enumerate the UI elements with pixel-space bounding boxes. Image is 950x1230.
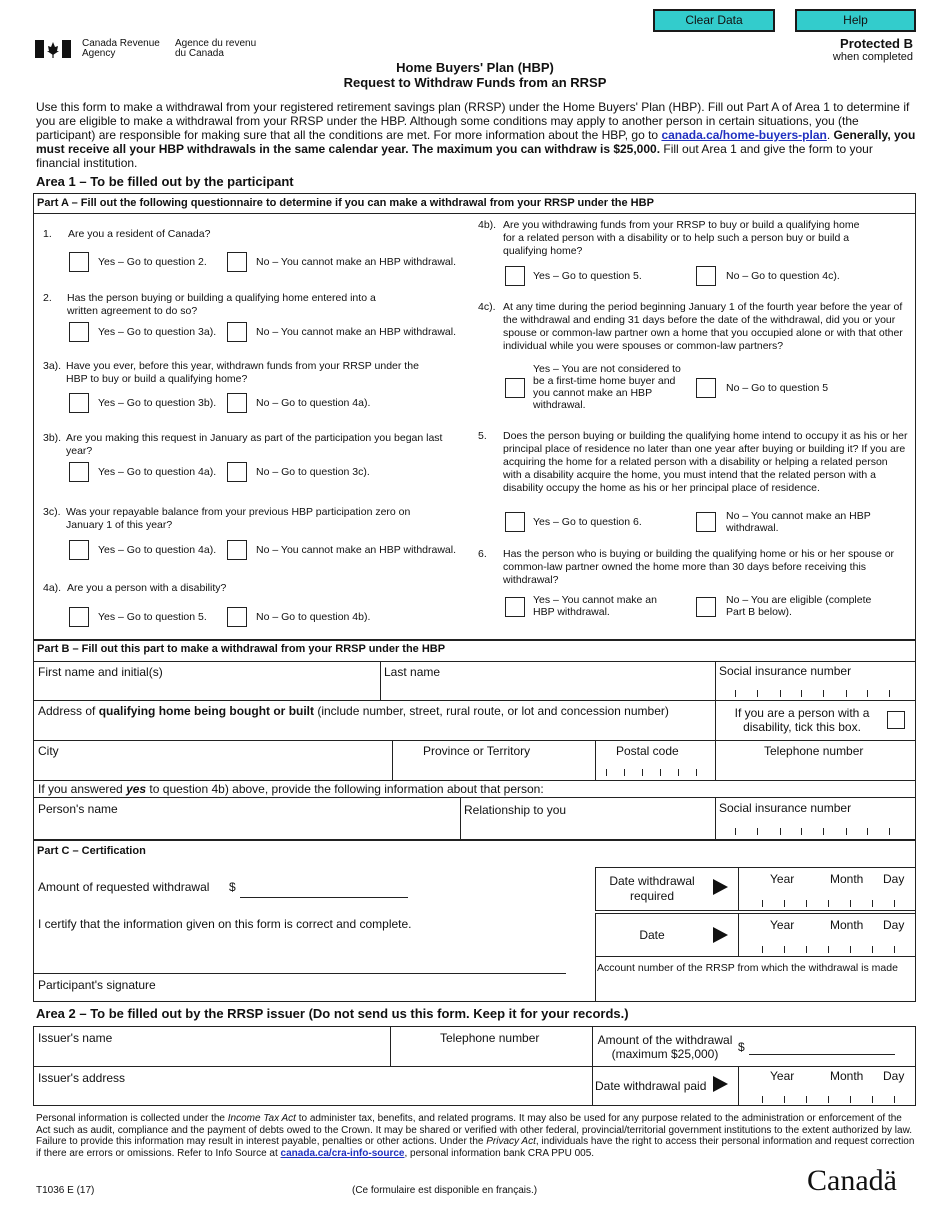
year-label: Year: [770, 918, 795, 932]
clear-data-button[interactable]: Clear Data: [653, 9, 775, 32]
dept-name-fr: Agence du revenu du Canada: [175, 38, 257, 59]
withdrawal-amount-input[interactable]: [749, 1037, 895, 1055]
q3a-no-checkbox[interactable]: [227, 393, 247, 413]
date-input[interactable]: [740, 934, 914, 954]
q2-no-checkbox[interactable]: [227, 322, 247, 342]
date-required-label: Date withdrawal required: [609, 874, 695, 903]
sin-label: Social insurance number: [719, 664, 852, 678]
q4c-yes-label: Yes – You are not considered to be a first-time home buyer and you cannot make an HBP withdrawal.: [533, 363, 681, 411]
relationship-input[interactable]: [464, 818, 712, 836]
sin2-input[interactable]: [719, 819, 914, 837]
city-label: City: [38, 744, 59, 758]
province-label: Province or Territory: [423, 744, 531, 758]
intro-paragraph: Use this form to make a withdrawal from your registered retirement savings plan (RRSP) under the Home Buyers' Plan (HBP). Fill out Part A of Area 1 to determine if you are eligible to make a withdrawal from your RRSP under the HBP. Although some conditions may apply to another person in certain situations, you (the participant) are responsible for making sure that all the conditions are met. For more information about the HBP, go to canada.ca/home-buyers-plan. Generally, you must receive all your HBP withdrawals in the same calendar year. The maximum you can withdraw is $25,000. Fill out Area 1 and give the form to your financial institution.: [36, 100, 916, 170]
q5-yes-checkbox[interactable]: [505, 512, 525, 532]
address-input[interactable]: [38, 720, 710, 738]
q2-number: 2.: [43, 292, 52, 304]
q1-number: 1.: [43, 228, 52, 240]
amount-input[interactable]: [240, 880, 408, 898]
q4b-yes-checkbox[interactable]: [505, 266, 525, 286]
month-label: Month: [830, 918, 864, 932]
hbp-link[interactable]: canada.ca/home-buyers-plan: [661, 128, 827, 142]
q4a-yes-checkbox[interactable]: [69, 607, 89, 627]
q3b-yes-label: Yes – Go to question 4a).: [98, 466, 217, 478]
info-source-link[interactable]: canada.ca/cra-info-source: [280, 1147, 405, 1159]
account-label: Account number of the RRSP from which the withdrawal is made: [597, 962, 898, 974]
dept-name-en: Canada Revenue Agency: [82, 38, 160, 59]
area2-title: Area 2 – To be filled out by the RRSP issuer (Do not send us this form. Keep it for your records.): [36, 1006, 629, 1021]
protected-label: Protected B when completed: [832, 36, 913, 63]
q3a-yes-label: Yes – Go to question 3b).: [98, 397, 217, 409]
q1-text: Are you a resident of Canada?: [68, 228, 211, 240]
q3a-no-label: No – Go to question 4a).: [256, 397, 371, 409]
date-paid-label: Date withdrawal paid: [595, 1079, 707, 1093]
month-label: Month: [830, 872, 864, 886]
q3c-number: 3c).: [43, 506, 61, 518]
q4a-text: Are you a person with a disability?: [67, 582, 227, 594]
q5-text: Does the person buying or building the qualifying home intend to occupy it as his or her principal place of residence no later than one year after buying or building it? If you are acquiring the home for a related person with a disability or helping a related person with a disability acquire the home, you must intend that the related person with a disability occupy the home as his or her principal place of residence.: [503, 430, 908, 494]
q5-no-label: No – You cannot make an HBP withdrawal.: [726, 510, 871, 534]
french-availability: (Ce formulaire est disponible en français.): [352, 1185, 538, 1196]
amount-dollar: $: [229, 880, 236, 894]
canada-wordmark: Canadä: [807, 1164, 897, 1197]
issuer-telephone-label: Telephone number: [440, 1031, 540, 1045]
q3a-number: 3a).: [43, 360, 62, 372]
q1-no-label: No – You cannot make an HBP withdrawal.: [256, 256, 457, 268]
q6-number: 6.: [478, 548, 487, 560]
q3b-number: 3b).: [43, 432, 62, 444]
postal-code-label: Postal code: [616, 744, 679, 758]
q2-yes-checkbox[interactable]: [69, 322, 89, 342]
arrow-right-icon: [713, 1076, 728, 1092]
sin-input[interactable]: [719, 681, 914, 699]
issuer-telephone-input[interactable]: [396, 1046, 588, 1064]
arrow-right-icon: [713, 879, 728, 895]
withdrawal-amount-label: Amount of the withdrawal (maximum $25,000): [597, 1033, 733, 1061]
day-label: Day: [883, 1069, 905, 1083]
q2-text: Has the person buying or building a qualifying home entered into a written agreement to do so?: [67, 292, 376, 317]
last-name-label: Last name: [384, 665, 441, 679]
province-input[interactable]: [396, 760, 592, 778]
part-b-title: Part B – Fill out this part to make a withdrawal from your RRSP under the HBP: [37, 643, 446, 655]
q2-yes-label: Yes – Go to question 3a).: [98, 326, 217, 338]
arrow-right-icon: [713, 927, 728, 943]
q4a-yes-label: Yes – Go to question 5.: [98, 611, 207, 623]
last-name-input[interactable]: [384, 680, 712, 698]
q3c-yes-checkbox[interactable]: [69, 540, 89, 560]
date-label: Date: [639, 928, 665, 942]
q6-yes-checkbox[interactable]: [505, 597, 525, 617]
area1-title: Area 1 – To be filled out by the participant: [36, 174, 294, 189]
q5-yes-label: Yes – Go to question 6.: [533, 516, 642, 528]
q3c-yes-label: Yes – Go to question 4a).: [98, 544, 217, 556]
date-required-input[interactable]: [740, 888, 914, 908]
q6-text: Has the person who is buying or building the qualifying home or his or her spouse or common-law partner owned the home more than 30 days before receiving this withdrawal?: [503, 548, 895, 586]
relationship-label: Relationship to you: [464, 803, 567, 817]
q4c-yes-checkbox[interactable]: [505, 378, 525, 398]
postal-code-input[interactable]: [600, 760, 712, 778]
signature-field[interactable]: [38, 950, 563, 972]
telephone-input[interactable]: [719, 760, 914, 778]
q4a-no-checkbox[interactable]: [227, 607, 247, 627]
q3c-no-checkbox[interactable]: [227, 540, 247, 560]
q4b-yes-label: Yes – Go to question 5.: [533, 270, 642, 282]
q5-no-checkbox[interactable]: [696, 512, 716, 532]
part-c-title: Part C – Certification: [37, 845, 146, 857]
first-name-label: First name and initial(s): [38, 665, 163, 679]
sin2-label: Social insurance number: [719, 801, 852, 815]
amount-label: Amount of requested withdrawal: [38, 880, 210, 894]
withdrawal-amount-dollar: $: [738, 1040, 745, 1054]
q4b-no-checkbox[interactable]: [696, 266, 716, 286]
persons-name-input[interactable]: [38, 818, 456, 836]
issuer-address-input[interactable]: [38, 1086, 588, 1104]
q3b-text: Are you making this request in January as part of the participation you began last year?: [66, 432, 443, 457]
certify-statement: I certify that the information given on this form is correct and complete.: [38, 917, 412, 931]
help-button[interactable]: Help: [795, 9, 916, 32]
city-input[interactable]: [38, 760, 388, 778]
persons-name-label: Person's name: [38, 802, 118, 816]
telephone-label: Telephone number: [764, 744, 864, 758]
q3c-text: Was your repayable balance from your previous HBP participation zero on January 1 of this year?: [66, 506, 411, 531]
q6-no-label: No – You are eligible (complete Part B below).: [726, 594, 872, 618]
q2-no-label: No – You cannot make an HBP withdrawal.: [256, 326, 457, 338]
form-id: T1036 E (17): [36, 1185, 95, 1196]
form-title: Home Buyers' Plan (HBP) Request to Withdraw Funds from an RRSP: [343, 60, 607, 90]
issuer-address-label: Issuer's address: [38, 1071, 125, 1085]
account-input[interactable]: [598, 978, 914, 1000]
q4c-number: 4c).: [478, 301, 496, 313]
day-label: Day: [883, 918, 905, 932]
q4b-no-label: No – Go to question 4c).: [726, 270, 840, 282]
related-person-instruction: If you answered yes to question 4b) above, provide the following information about that person:: [38, 782, 544, 796]
day-label: Day: [883, 872, 905, 886]
q3b-no-label: No – Go to question 3c).: [256, 466, 370, 478]
first-name-input[interactable]: [38, 680, 378, 698]
q3b-yes-checkbox[interactable]: [69, 462, 89, 482]
q4c-text: At any time during the period beginning January 1 of the fourth year before the year of the withdrawal and ending 31 days before the date of the withdrawal, did you or your spouse or common-law partner own a home that you occupied alone or with that other individual while you were spouses or common-law partners?: [503, 301, 903, 352]
issuer-name-input[interactable]: [38, 1046, 386, 1064]
q4a-number: 4a).: [43, 582, 62, 594]
q3c-no-label: No – You cannot make an HBP withdrawal.: [256, 544, 457, 556]
q5-number: 5.: [478, 430, 487, 442]
q3a-yes-checkbox[interactable]: [69, 393, 89, 413]
q3b-no-checkbox[interactable]: [227, 462, 247, 482]
year-label: Year: [770, 872, 795, 886]
q1-yes-checkbox[interactable]: [69, 252, 89, 272]
issuer-name-label: Issuer's name: [38, 1031, 113, 1045]
privacy-notice: Personal information is collected under the Income Tax Act to administer tax, benefits, and related programs. It may also be used for any purpose related to the administration or enforcement of the Act such as audit, compliance and the payment of debts owed to the Crown. It may be shared or verified with other federal, provincial/territorial government institutions to the extent authorized by law. Failure to provide this information may result in interest payable, penalties or other actions. Under the Privacy Act, individuals have the right to access their personal information and request correction if there are errors or omissions. Refer to Info Source at canada.ca/cra-info-source, personal information bank CRA PPU 005.: [36, 1113, 915, 1159]
q6-no-checkbox[interactable]: [696, 597, 716, 617]
q4b-number: 4b).: [478, 219, 497, 231]
part-a-title: Part A – Fill out the following questionnaire to determine if you can make a withdrawal from your RRSP under the HBP: [37, 197, 654, 209]
year-label: Year: [770, 1069, 795, 1083]
q4b-text: Are you withdrawing funds from your RRSP to buy or build a qualifying home for a related person with a disability or to help such a person buy or build a qualifying home?: [503, 219, 860, 257]
q4c-no-label: No – Go to question 5: [726, 382, 829, 394]
canada-flag-icon: [35, 40, 71, 58]
q4a-no-label: No – Go to question 4b).: [256, 611, 371, 623]
disability-label: If you are a person with a disability, tick this box.: [734, 706, 870, 734]
date-paid-input[interactable]: [740, 1084, 914, 1104]
q6-yes-label: Yes – You cannot make an HBP withdrawal.: [533, 594, 657, 618]
q1-no-checkbox[interactable]: [227, 252, 247, 272]
month-label: Month: [830, 1069, 864, 1083]
disability-checkbox[interactable]: [887, 711, 905, 729]
q3a-text: Have you ever, before this year, withdrawn funds from your RRSP under the HBP to buy or build a qualifying home?: [66, 360, 419, 385]
q1-yes-label: Yes – Go to question 2.: [98, 256, 207, 268]
signature-label: Participant's signature: [38, 978, 156, 992]
address-label: Address of qualifying home being bought or built (include number, street, rural route, or lot and concession number): [38, 704, 669, 718]
q4c-no-checkbox[interactable]: [696, 378, 716, 398]
